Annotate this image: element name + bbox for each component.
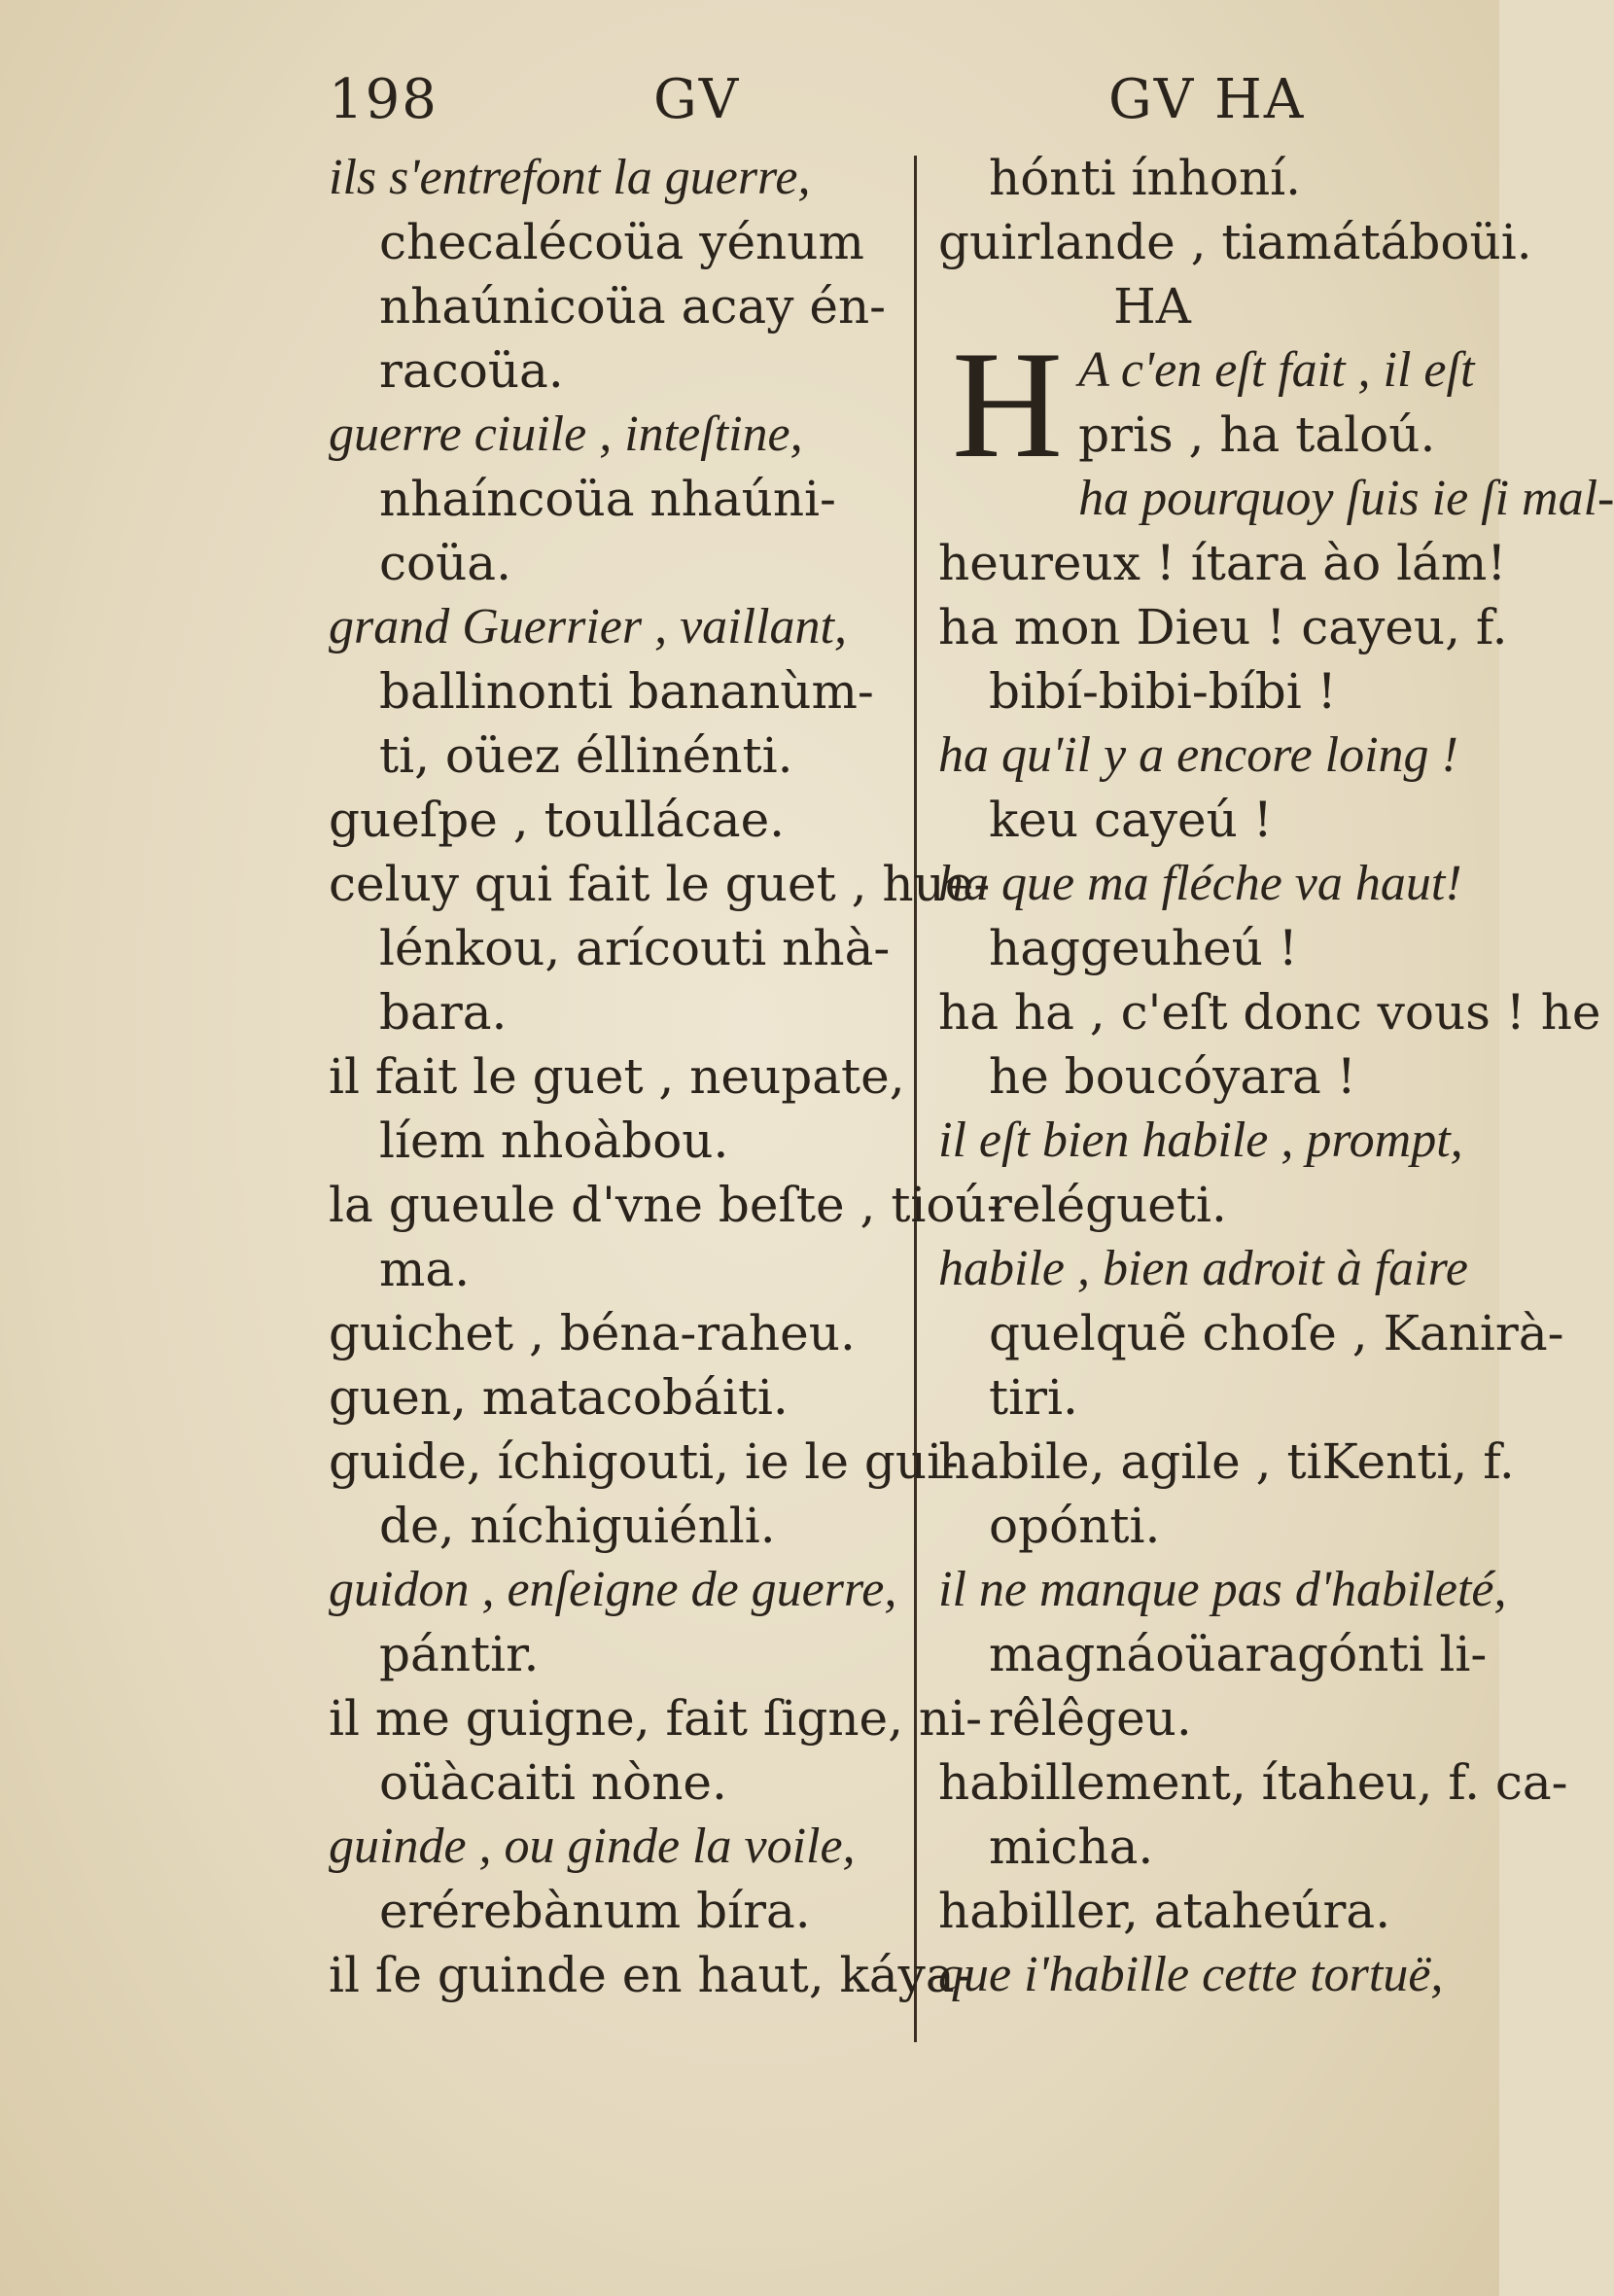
dictionary-line: guerre ciuile , inteſtine,: [329, 406, 803, 462]
dropcap-letter: H: [952, 320, 1064, 490]
dictionary-line: rêlêgeu.: [989, 1690, 1192, 1747]
dictionary-line: guirlande , tiamátáboüi.: [938, 214, 1532, 270]
dictionary-line: coüa.: [379, 535, 512, 591]
dictionary-line: nhaíncoüa nhaúni-: [379, 471, 836, 527]
dictionary-line: de, níchiguiénli.: [379, 1498, 776, 1554]
dictionary-line: celuy qui fait le guet , hue-: [329, 856, 991, 912]
section-heading: HA: [1113, 278, 1191, 335]
dictionary-line: relégueti.: [989, 1177, 1227, 1233]
dictionary-line: il ſe guinde en haut, káya-: [329, 1947, 971, 2003]
dictionary-line: ha que ma fléche va haut!: [938, 856, 1462, 911]
right-column-entries: [938, 467, 1614, 2007]
dictionary-line: he boucóyara !: [989, 1048, 1356, 1105]
right-column: [938, 146, 1614, 2007]
dictionary-line: bara.: [379, 984, 508, 1041]
page-number: 198: [329, 68, 439, 131]
dictionary-line: habillement, ítaheu, f. ca-: [938, 1754, 1568, 1811]
dictionary-line: quelquẽ choſe , Kanirà-: [989, 1305, 1564, 1361]
dictionary-line: ha pourquoy ſuis ie ſi mal-: [1078, 471, 1614, 526]
dictionary-line: habile , bien adroit à faire: [938, 1241, 1468, 1296]
dictionary-line: que i'habille cette tortuë,: [938, 1947, 1444, 2002]
dictionary-line: il ne manque pas d'habileté,: [938, 1562, 1507, 1617]
dictionary-line: habile, agile , tiKenti, f.: [938, 1433, 1515, 1490]
dictionary-line: oüàcaiti nòne.: [379, 1754, 727, 1811]
dictionary-line: gueſpe , toullácae.: [329, 792, 786, 848]
dictionary-line: bibí-bibi-bíbi !: [989, 663, 1337, 720]
dictionary-line: grand Guerrier , vaillant,: [329, 599, 847, 654]
column-divider: [914, 156, 917, 2042]
dictionary-line: tiri.: [989, 1369, 1078, 1426]
dropcap-line: A c'en eſt fait , il eſt: [1078, 342, 1475, 398]
dictionary-line: checalécoüa yénum: [379, 214, 864, 270]
dictionary-line: magnáoüaragónti li-: [989, 1626, 1488, 1682]
dictionary-line: micha.: [989, 1819, 1154, 1875]
dropcap-block: [938, 320, 1483, 490]
dictionary-line: nhaúnicoüa acay én-: [379, 278, 887, 335]
dictionary-line: il fait le guet , neupate,: [329, 1048, 905, 1105]
dictionary-line: líem nhoàbou.: [379, 1113, 729, 1169]
dictionary-line: heureux ! ítara ào lám!: [938, 535, 1507, 591]
dictionary-line: il eſt bien habile , prompt,: [938, 1113, 1463, 1168]
dictionary-line: ha qu'il y a encore loing !: [938, 727, 1458, 783]
dictionary-line: guichet , béna-raheu.: [329, 1305, 856, 1361]
left-column: [329, 146, 1003, 2007]
dictionary-line: opónti.: [989, 1498, 1161, 1554]
dictionary-line: ha ha , c'eſt donc vous ! he: [938, 984, 1601, 1041]
dictionary-line: hónti ínhoní.: [989, 150, 1302, 206]
dictionary-line: habiller, ataheúra.: [938, 1883, 1391, 1939]
dictionary-line: racoüa.: [379, 342, 564, 399]
dictionary-line: lénkou, arícouti nhà-: [379, 920, 891, 976]
dictionary-line: ils s'entrefont la guerre,: [329, 150, 811, 205]
dictionary-line: pántir.: [379, 1626, 540, 1682]
dictionary-line: keu cayeú !: [989, 792, 1273, 848]
dictionary-line: il me guigne, fait ſigne, ni-: [329, 1690, 983, 1747]
dictionary-line: ha mon Dieu ! cayeu, f.: [938, 599, 1508, 655]
dictionary-line: la gueule d'vne beſte , tioú-: [329, 1177, 1003, 1233]
dictionary-line: guidon , enſeigne de guerre,: [329, 1562, 897, 1617]
dropcap-line: pris , ha taloú.: [1078, 406, 1436, 463]
dictionary-line: ti, oüez éllinénti.: [379, 727, 793, 784]
right-running-head: GV HA: [1108, 68, 1306, 131]
dictionary-line: guinde , ou ginde la voile,: [329, 1819, 856, 1874]
dictionary-line: guide, íchigouti, ie le gui-: [329, 1433, 959, 1490]
dictionary-line: haggeuheú !: [989, 920, 1298, 976]
dictionary-line: erérebànum bíra.: [379, 1883, 811, 1939]
left-running-head: GV: [653, 68, 741, 131]
right-column-continuation: [938, 146, 1532, 274]
dictionary-line: ballinonti bananùm-: [379, 663, 874, 720]
dictionary-line: ma.: [379, 1241, 471, 1297]
dictionary-line: guen, matacobáiti.: [329, 1369, 789, 1426]
